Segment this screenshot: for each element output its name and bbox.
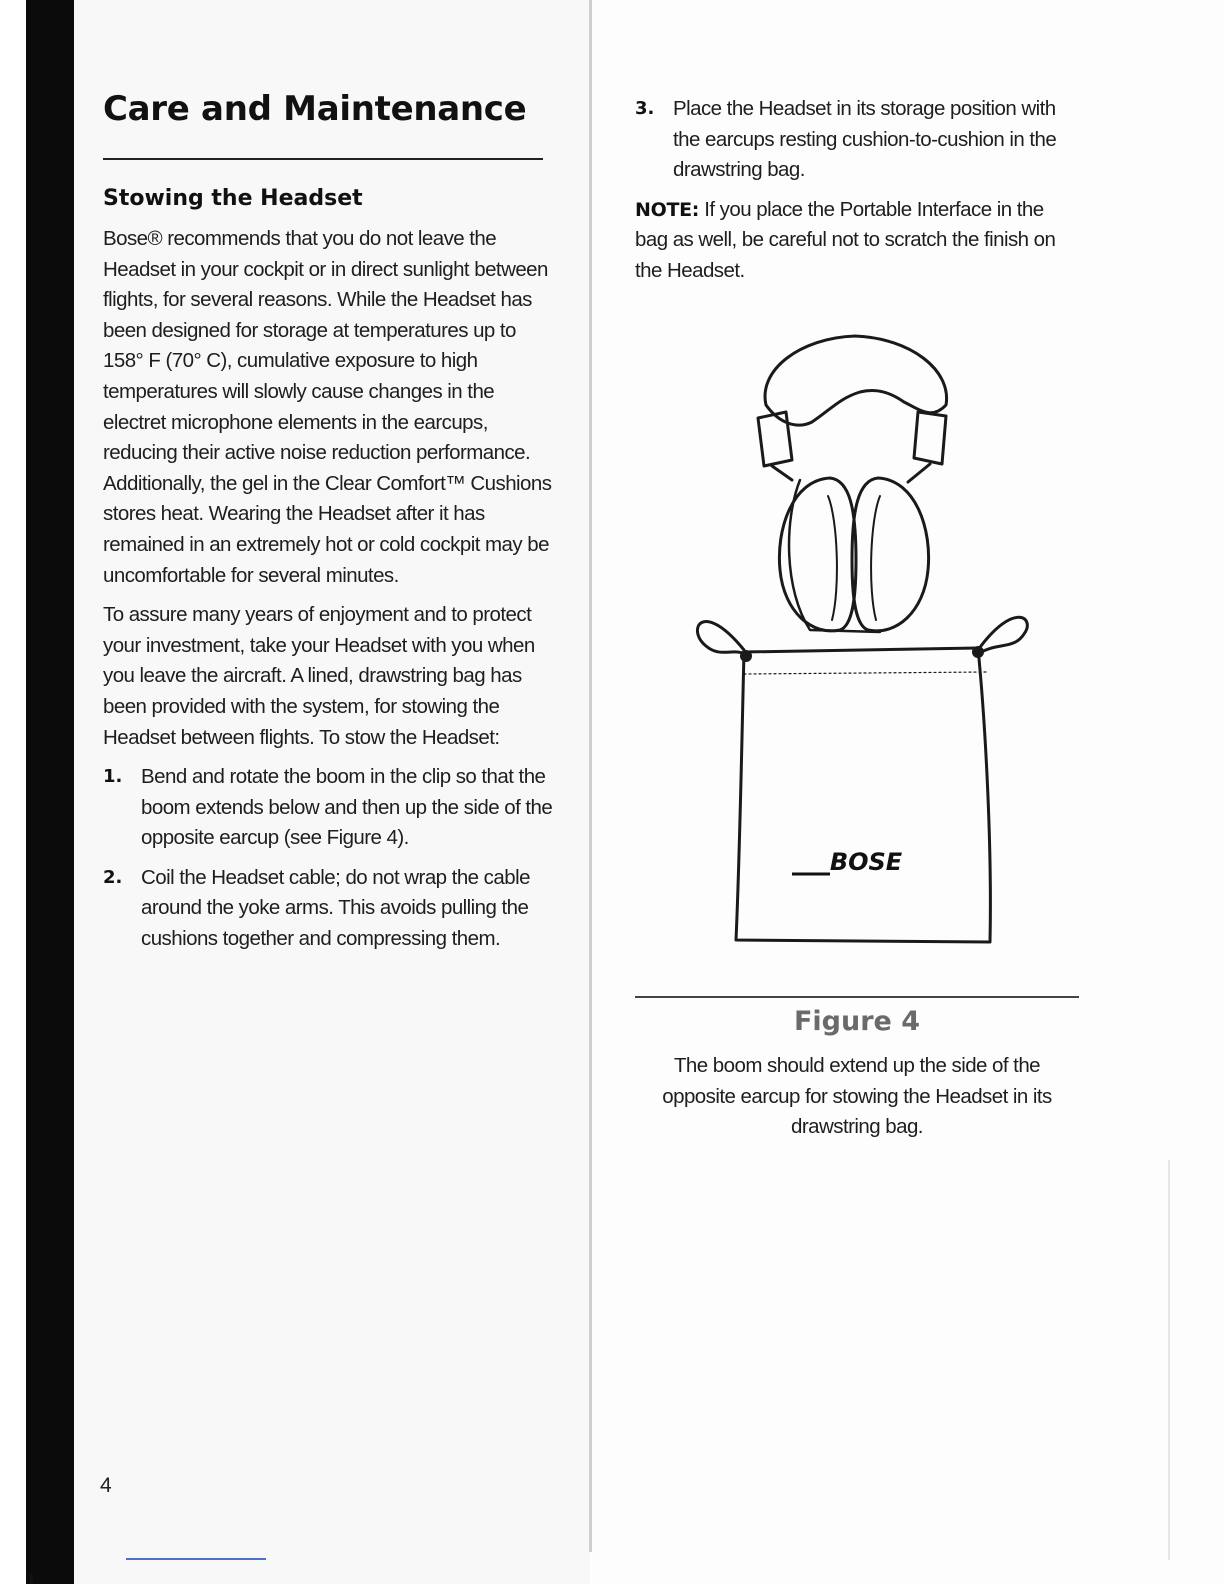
bag-outline xyxy=(736,648,990,942)
step-item xyxy=(635,94,1075,186)
right-earcup xyxy=(852,478,929,631)
scan-artifact-line xyxy=(126,1558,266,1560)
left-drawstring xyxy=(697,622,746,654)
right-yoke xyxy=(914,412,946,464)
step-number: 3. xyxy=(635,98,655,119)
right-drawstring xyxy=(978,617,1027,654)
left-yoke-arm xyxy=(772,466,792,480)
step-text: Coil the Headset cable; do not wrap the cable around the yoke arms. This avoids pulling the cushions together and compressing them. xyxy=(141,865,530,951)
page-fold xyxy=(589,0,592,1552)
figure-rule xyxy=(635,996,1079,998)
bose-logo: BOSE xyxy=(829,848,903,876)
right-page-edge xyxy=(1168,1160,1170,1560)
note-label: NOTE: xyxy=(635,198,700,221)
headset-bag-illustration xyxy=(680,330,1060,950)
note-paragraph xyxy=(635,195,1075,287)
figure-label: Figure 4 xyxy=(793,1006,921,1037)
page-title: Care and Maintenance xyxy=(103,89,527,129)
left-cushion xyxy=(828,496,837,620)
step-text: Bend and rotate the boom in the clip so that the boom extends below and then up the side of the opposite earcup (see Figure 4). xyxy=(141,765,553,850)
page-number: 4 xyxy=(100,1474,112,1497)
step-text: Place the Headset in its storage position with the earcups resting cushion-to-cushion in the drawstring bag. xyxy=(673,97,1057,182)
left-yoke xyxy=(758,412,792,466)
right-cushion xyxy=(871,496,880,620)
right-column xyxy=(635,94,1075,287)
step-number: 2. xyxy=(103,866,123,888)
bag-seam xyxy=(744,672,986,674)
right-grommet xyxy=(972,646,984,658)
scan-margin xyxy=(0,0,26,1584)
intro-paragraph: Bose® recommends that you do not leave the Headset in your cockpit or in direct sunlight between flights, for several reasons. While the Headset has been designed for storage at temperatures up to 158° F (70° C), cumulative exposure to high temperatures will slowly cause changes in the electret microphone elements in the earcups, reducing their active noise reduction performance. Additionally, the gel in the Clear Comfort™ Cushions stores heat. Wearing the Headset after it has remained in an extremely hot or cold cockpit may be uncomfortable for several minutes. xyxy=(103,227,552,587)
note-text: If you place the Portable Interface in the bag as well, be careful not to scratch the finish on the Headset. xyxy=(635,197,1056,282)
left-column xyxy=(103,224,553,964)
title-rule xyxy=(103,158,543,160)
step-item xyxy=(103,863,553,955)
scan-artifact-tick xyxy=(30,1574,33,1584)
left-earcup xyxy=(779,478,856,631)
figure-caption: The boom should extend up the side of the opposite earcup for stowing the Headset in its drawstring bag. xyxy=(662,1054,1052,1139)
binding-edge xyxy=(26,0,74,1584)
step-number: 1. xyxy=(103,766,123,788)
left-grommet xyxy=(740,650,752,662)
step-item xyxy=(103,762,553,854)
section-heading: Stowing the Headset xyxy=(103,186,363,211)
right-yoke-arm xyxy=(908,464,930,482)
stowing-paragraph: To assure many years of enjoyment and to protect your investment, take your Headset with you when you leave the aircraft. A lined, drawstring bag has been provided with the system, for stowing the Headset between flights. To stow the Headset: xyxy=(103,603,535,749)
